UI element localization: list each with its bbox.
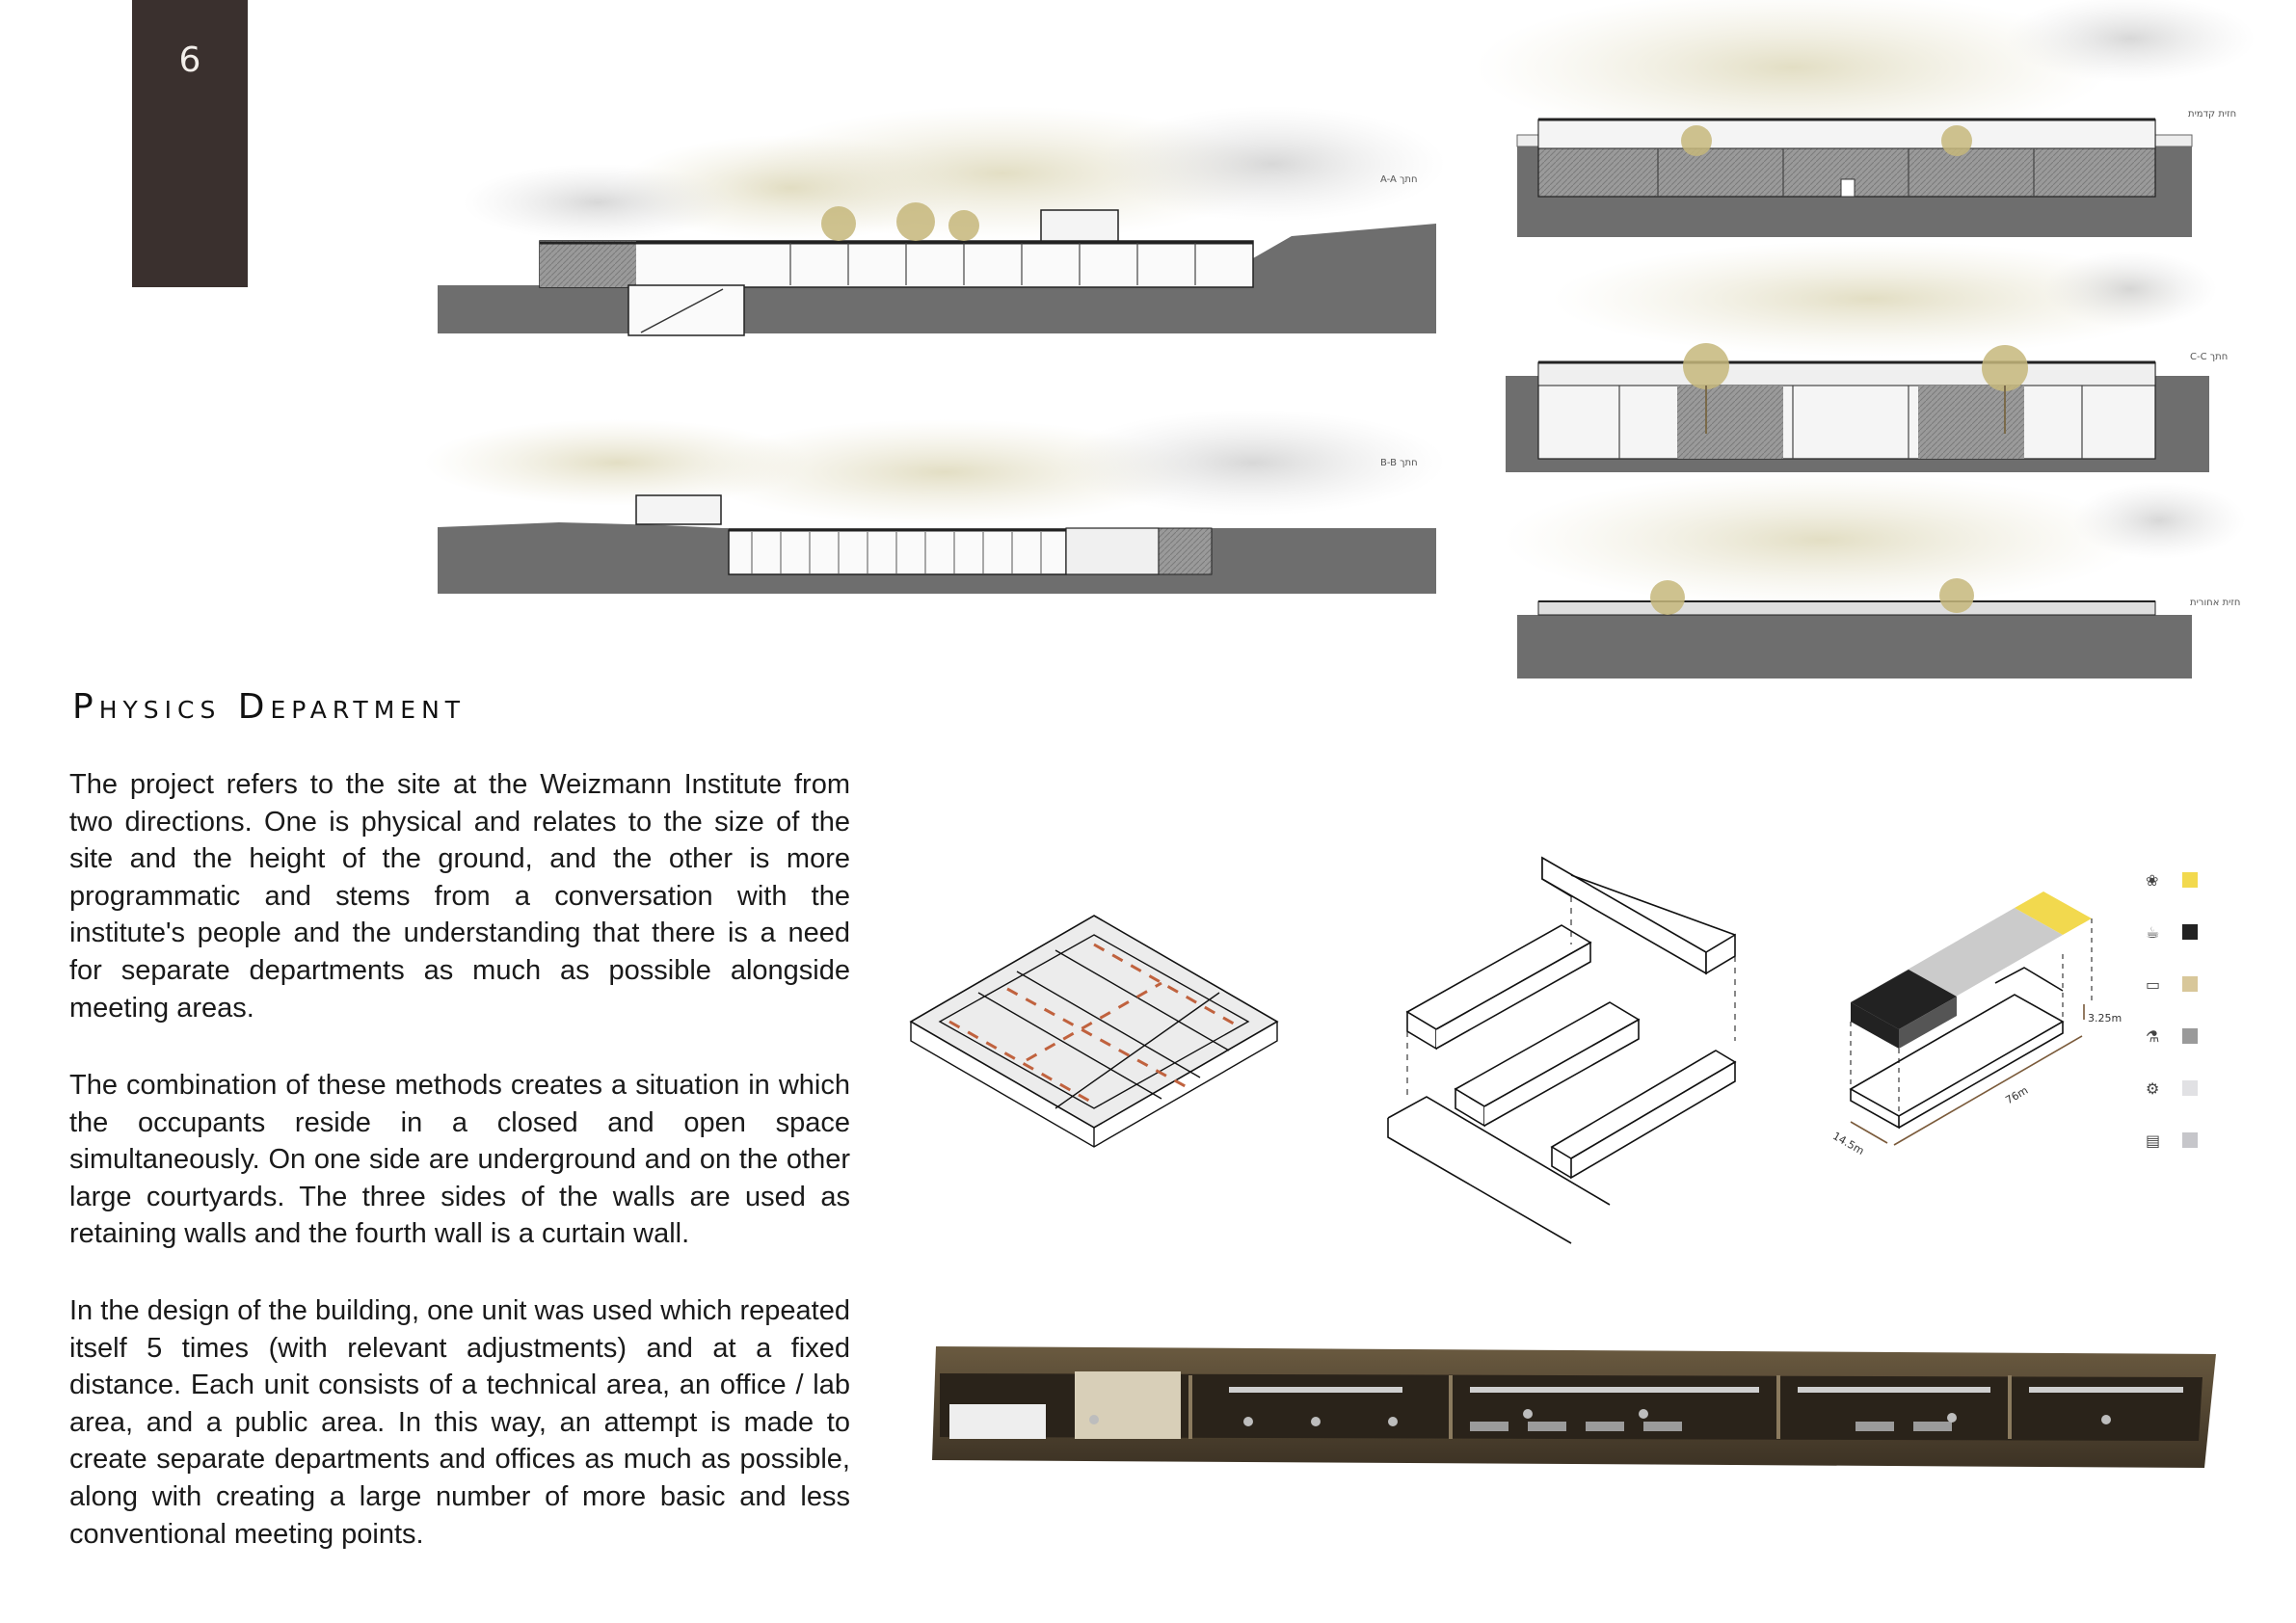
unit-dimension-diagram bbox=[1831, 887, 2121, 1176]
legend-swatch bbox=[2182, 924, 2198, 940]
axonometric-grid-diagram bbox=[911, 896, 1296, 1147]
section-c-c-drawing bbox=[1504, 251, 2236, 482]
dimension-height: 3.25m bbox=[2088, 1012, 2122, 1024]
axonometric-boxes-diagram bbox=[1378, 848, 1764, 1195]
clipboard-icon: ▤ bbox=[2146, 1131, 2161, 1150]
legend-row bbox=[2146, 1130, 2203, 1151]
page-number: 6 bbox=[178, 40, 201, 80]
legend-row bbox=[2146, 1025, 2203, 1047]
front-elevation-drawing bbox=[1504, 0, 2236, 251]
legend-swatch bbox=[2182, 1080, 2198, 1096]
section-b-b-drawing bbox=[424, 405, 1465, 598]
legend-row bbox=[2146, 1078, 2203, 1099]
rear-elevation-label: חזית אחורית bbox=[2190, 598, 2241, 608]
section-a-a-drawing bbox=[424, 96, 1465, 347]
section-c-c-label: C-C חתך bbox=[2190, 352, 2229, 362]
legend-swatch bbox=[2182, 1132, 2198, 1148]
page-title: Physics Department bbox=[72, 687, 467, 727]
lab-flask-icon: ⚗ bbox=[2146, 1027, 2160, 1046]
group-icon: ❀ bbox=[2146, 871, 2159, 890]
gear-icon: ⚙ bbox=[2146, 1079, 2160, 1098]
dimension-length: 76m bbox=[2003, 1083, 2031, 1107]
front-elevation-label: חזית קדמית bbox=[2188, 109, 2237, 120]
section-b-b-label: B-B חתך bbox=[1380, 458, 1418, 468]
legend-row bbox=[2146, 921, 2203, 943]
legend-swatch bbox=[2182, 872, 2198, 888]
section-a-a-label: A-A חתך bbox=[1380, 174, 1418, 185]
paragraph-3: In the design of the building, one unit was used which repeated itself 5 times (with relevant adjustments) and at a fixed distance. Each unit consists of a technical area, an office / lab area, and a public area. In this way, an attempt is made to create separate departments and offices as much as possible, along with creating a large number of more basic and less conventional meeting points. bbox=[69, 1295, 850, 1550]
legend-swatch bbox=[2182, 1028, 2198, 1044]
coffee-cup-icon: ☕ bbox=[2146, 923, 2160, 942]
dimension-width: 14.5m bbox=[1830, 1130, 1867, 1157]
physical-model-photo bbox=[930, 1344, 2222, 1470]
paragraph-2: The combination of these methods creates a situation in which the occupants reside in a closed and open space simultaneously. On one side are underground and on the other large courtyards. The three sides of the walls are used as retaining walls and the fourth wall is a curtain wall. bbox=[69, 1070, 850, 1250]
paragraph-1: The project refers to the site at the Weizmann Institute from two directions. One is physical and relates to the size of the site and the height of the ground, and the other is more programmatic and stems from a conversation with the institute's people and the understanding that there is a need for separate departments as much as possible alongside meeting areas. bbox=[69, 769, 850, 1024]
legend-swatch bbox=[2182, 976, 2198, 992]
book-icon: ▭ bbox=[2146, 975, 2161, 994]
legend bbox=[2146, 869, 2203, 1158]
rear-elevation-drawing bbox=[1504, 482, 2236, 694]
legend-row bbox=[2146, 973, 2203, 995]
legend-row bbox=[2146, 869, 2203, 891]
page-number-tab bbox=[132, 0, 248, 287]
